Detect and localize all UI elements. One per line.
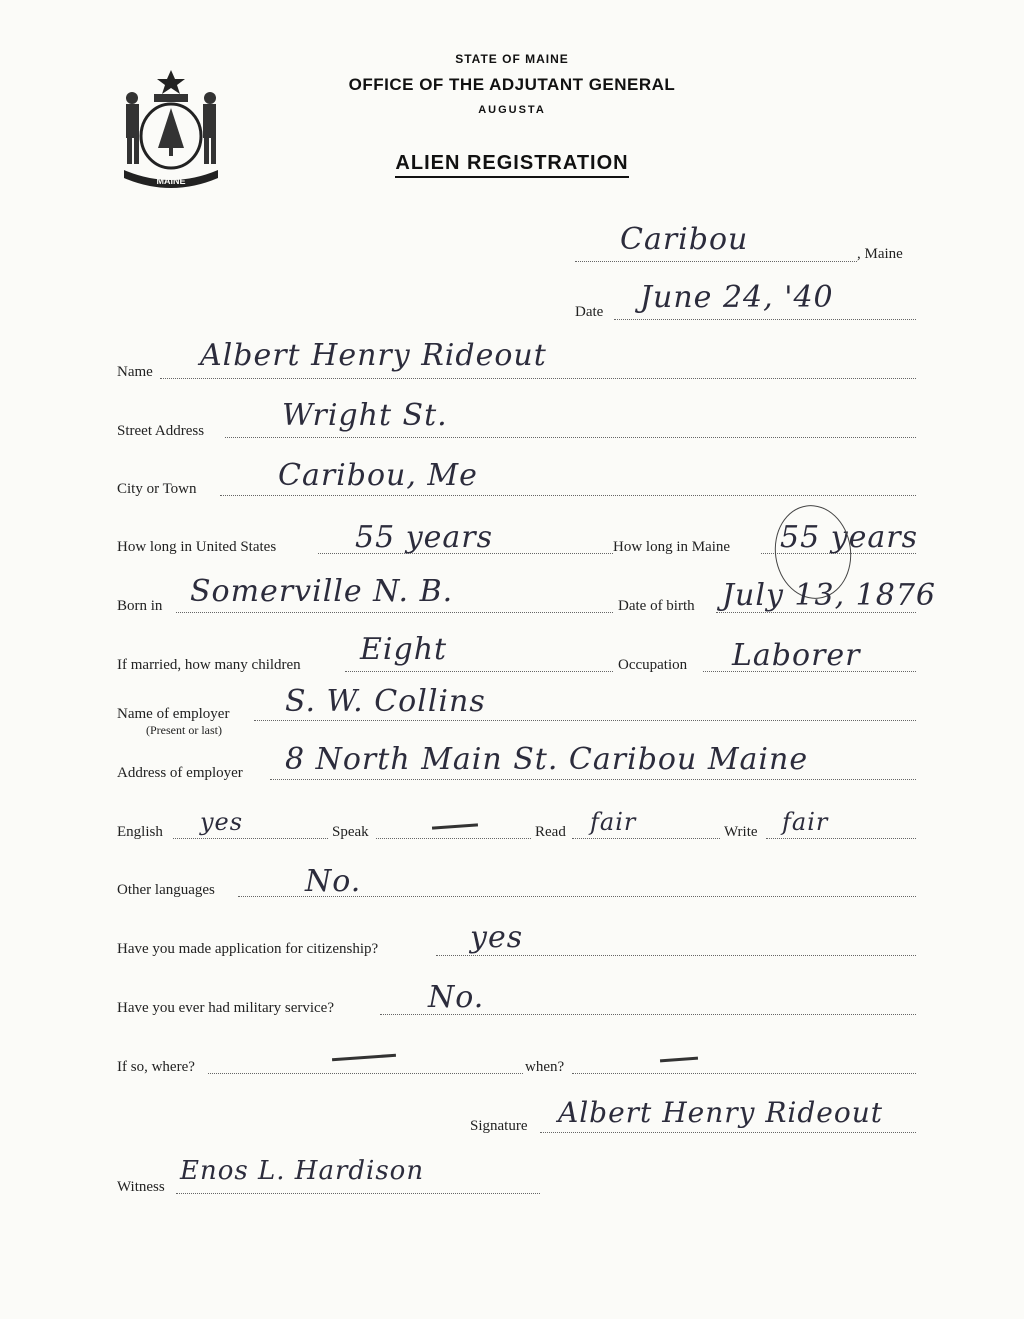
witness-value: Enos L. Hardison [180, 1156, 425, 1186]
city-line [220, 495, 916, 496]
children-line [345, 671, 613, 672]
write-label: Write [724, 824, 758, 840]
employer-value: S. W. Collins [285, 684, 486, 719]
speak-label: Speak [332, 824, 369, 840]
where-dash [332, 1054, 396, 1061]
place-value: Caribou [620, 222, 749, 257]
other-languages-label: Other languages [117, 882, 215, 898]
when-dash [660, 1057, 698, 1063]
name-line [160, 378, 916, 379]
header-office: OFFICE OF THE ADJUTANT GENERAL [348, 75, 676, 94]
born-value: Somerville N. B. [190, 574, 454, 609]
employer-address-label: Address of employer [117, 765, 243, 781]
military-value: No. [428, 980, 485, 1015]
speak-line [376, 838, 531, 839]
english-label: English [117, 824, 163, 840]
employer-sublabel: (Present or last) [146, 723, 222, 737]
street-line [225, 437, 916, 438]
signature-line [540, 1132, 916, 1133]
city-value: Caribou, Me [278, 458, 478, 493]
years-us-label: How long in United States [117, 539, 277, 555]
witness-label: Witness [117, 1179, 165, 1195]
when-label: when? [525, 1059, 565, 1075]
read-value: fair [590, 808, 637, 836]
header-state: STATE OF MAINE [455, 52, 569, 66]
write-line [766, 838, 916, 839]
citizenship-label: Have you made application for citizenship? [117, 941, 379, 957]
citizenship-value: yes [470, 920, 524, 955]
seal-banner: MAINE [156, 176, 186, 186]
city-label: City or Town [117, 481, 197, 497]
where-line [208, 1073, 523, 1074]
name-value: Albert Henry Rideout [200, 338, 547, 373]
english-value: yes [200, 808, 244, 836]
years-maine-label: How long in Maine [613, 539, 731, 555]
date-line [614, 319, 916, 320]
date-value: June 24, '40 [640, 280, 834, 315]
employer-line [254, 720, 916, 721]
street-label: Street Address [117, 423, 205, 439]
place-line [575, 261, 857, 262]
occupation-value: Laborer [732, 638, 861, 673]
employer-address-line [270, 779, 916, 780]
military-label: Have you ever had military service? [117, 1000, 334, 1016]
date-label: Date [575, 304, 604, 320]
dob-label: Date of birth [618, 598, 695, 614]
signature-label: Signature [470, 1118, 528, 1134]
where-label: If so, where? [117, 1059, 195, 1075]
write-value: fair [782, 808, 829, 836]
read-label: Read [535, 824, 566, 840]
citizenship-line [436, 955, 916, 956]
form-title: ALIEN REGISTRATION [0, 152, 1024, 175]
dob-value: July 13, 1876 [722, 578, 937, 613]
years-maine-value: 55 years [780, 520, 919, 555]
other-languages-value: No. [305, 864, 362, 899]
children-value: Eight [360, 632, 448, 667]
years-us-value: 55 years [355, 520, 494, 555]
employer-label: Name of employer [117, 706, 230, 722]
english-line [173, 838, 328, 839]
speak-dash [432, 823, 478, 829]
header-city: AUGUSTA [478, 104, 546, 116]
when-line [572, 1073, 916, 1074]
born-line [176, 612, 613, 613]
children-label: If married, how many children [117, 657, 301, 673]
signature-value: Albert Henry Rideout [558, 1096, 884, 1129]
name-label: Name [117, 364, 153, 380]
place-suffix: , Maine [857, 246, 903, 262]
street-value: Wright St. [282, 398, 448, 433]
occupation-label: Occupation [618, 657, 688, 673]
witness-line [176, 1193, 540, 1194]
born-label: Born in [117, 598, 163, 614]
read-line [572, 838, 720, 839]
employer-address-value: 8 North Main St. Caribou Maine [285, 742, 809, 777]
